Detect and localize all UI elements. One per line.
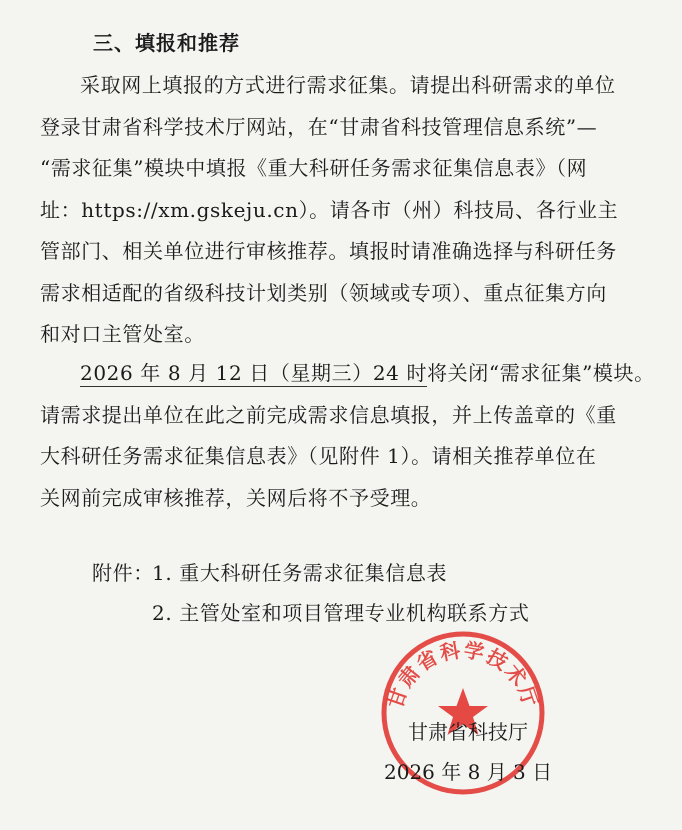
attachment-item-2: 2. 主管处室和项目管理专业机构联系方式	[152, 601, 530, 625]
paragraph1-line-4: 址：https://xm.gskeju.cn）。请各市（州）科技局、各行业主	[40, 198, 619, 222]
paragraph1-line-2: 登录甘肃省科学技术厅网站，在“甘肃省科技管理信息系统”—	[40, 115, 598, 139]
paragraph1-line-6: 需求相适配的省级科技计划类别（领域或专项）、重点征集方向	[40, 281, 607, 305]
paragraph1-line-3: “需求征集”模块中填报《重大科研任务需求征集信息表》（网	[40, 156, 588, 180]
paragraph2-line-1	[80, 358, 655, 388]
attachments-label: 附件：	[92, 561, 154, 585]
signing-date: 2026 年 8 月 3 日	[384, 760, 553, 784]
paragraph1-line-7: 和对口主管处室。	[40, 322, 205, 346]
section-heading: 三、填报和推荐	[93, 31, 240, 55]
deadline-rest-text: 将关闭“需求征集”模块。	[427, 361, 655, 385]
paragraph2-line-3: 大科研任务需求征集信息表》（见附件 1）。请相关推荐单位在	[40, 444, 597, 468]
signing-organization: 甘肃省科技厅	[408, 720, 528, 744]
paragraph1-line-1: 采取网上填报的方式进行需求征集。请提出科研需求的单位	[80, 73, 616, 97]
svg-text:甘肃省科学技术厅: 甘肃省科学技术厅	[382, 637, 544, 712]
paragraph2-line-2: 请需求提出单位在此之前完成需求信息填报，并上传盖章的《重	[40, 403, 617, 427]
deadline-underlined-text: 2026 年 8 月 12 日（星期三）24 时	[80, 361, 428, 385]
paragraph2-line-4: 关网前完成审核推荐，关网后将不予受理。	[40, 486, 432, 510]
attachment-item-1: 1. 重大科研任务需求征集信息表	[152, 561, 448, 585]
paragraph1-line-5: 管部门、相关单位进行审核推荐。填报时请准确选择与科研任务	[40, 239, 617, 263]
